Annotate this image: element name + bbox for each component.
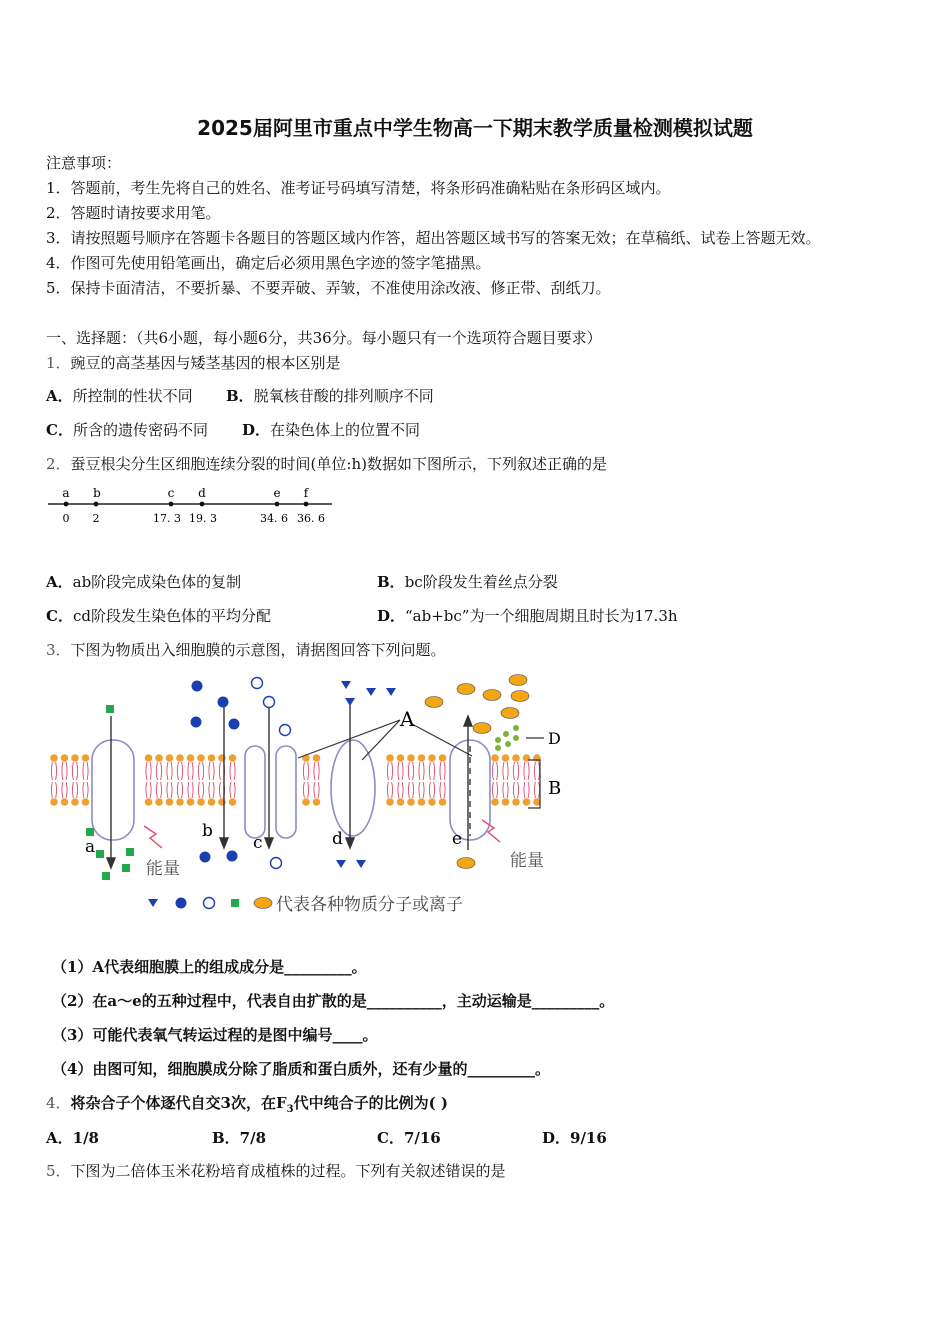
q1-option-b[interactable] bbox=[226, 385, 434, 406]
question-stem bbox=[70, 1094, 449, 1115]
option-label: A． bbox=[46, 387, 73, 405]
energy-label-1: 能量 bbox=[146, 859, 180, 879]
svg-text:d: d bbox=[198, 486, 206, 500]
carrier-protein-a bbox=[92, 740, 134, 840]
q2-option-c[interactable] bbox=[46, 605, 271, 626]
option-label: A． bbox=[46, 573, 73, 591]
timeline-point-a bbox=[62, 486, 69, 525]
question-4 bbox=[46, 1092, 448, 1115]
timeline-point-d bbox=[189, 486, 217, 525]
section-heading: 一、选择题：（共6小题，每小题6分，共36分。每小题只有一个选项符合题目要求） bbox=[46, 329, 602, 347]
legend-dot-icon bbox=[176, 898, 187, 909]
notice-item: 2．答题时请按要求用笔。 bbox=[46, 204, 221, 222]
q3-sub-3: （3）可能代表氧气转运过程的是图中编号____。 bbox=[52, 1026, 378, 1044]
label-a-pointers bbox=[298, 720, 472, 760]
process-d: d bbox=[332, 829, 343, 849]
q3-sub-4: （4）由图可知，细胞膜成分除了脂质和蛋白质外，还有少量的_________。 bbox=[52, 1060, 550, 1078]
membrane-transport-diagram bbox=[40, 668, 600, 920]
carrier-protein-d bbox=[331, 740, 375, 836]
option-text: 在染色体上的位置不同 bbox=[270, 421, 421, 439]
question-1 bbox=[46, 352, 341, 373]
svg-text:f: f bbox=[303, 486, 309, 500]
option-label: D． bbox=[377, 607, 406, 625]
option-text: bc阶段发生着丝点分裂 bbox=[404, 573, 558, 591]
q2-option-d[interactable] bbox=[377, 605, 678, 626]
legend-oval-icon bbox=[254, 898, 272, 909]
question-stem: 豌豆的高茎基因与矮茎基因的根本区别是 bbox=[70, 354, 341, 372]
notice-item: 1．答题前，考生先将自己的姓名、准考证号码填写清楚，将条形码准确粘贴在条形码区域内。 bbox=[46, 179, 671, 197]
q1-option-d[interactable] bbox=[242, 419, 420, 440]
svg-text:2: 2 bbox=[92, 512, 100, 525]
q4-option-c[interactable]: C．7/16 bbox=[377, 1129, 441, 1147]
process-a: a bbox=[85, 837, 96, 857]
q1-option-c[interactable] bbox=[46, 419, 208, 440]
process-c: c bbox=[253, 833, 263, 853]
label-d: D bbox=[548, 729, 561, 748]
question-number: 1． bbox=[46, 354, 71, 372]
process-b: b bbox=[202, 821, 213, 841]
legend-square-icon bbox=[231, 899, 239, 907]
option-label: C． bbox=[46, 421, 73, 439]
label-a: A bbox=[400, 707, 415, 731]
notice-item: 3．请按照题号顺序在答题卡各题目的答题区域内作答，超出答题区域书写的答案无效；在草稿纸、试卷上答题无效。 bbox=[46, 229, 821, 247]
glycoprotein-chain bbox=[495, 725, 519, 751]
timeline-point-f bbox=[297, 486, 325, 525]
svg-text:a: a bbox=[62, 486, 70, 500]
q4-option-d[interactable]: D．9/16 bbox=[542, 1129, 607, 1147]
option-text: 所控制的性状不同 bbox=[72, 387, 193, 405]
notice-item: 4．作图可先使用铅笔画出，确定后必须用黑色字迹的签字笔描黑。 bbox=[46, 254, 491, 272]
q3-sub-1: （1）A代表细胞膜上的组成成分是_________。 bbox=[52, 958, 367, 976]
option-text: 脱氧核苷酸的排列顺序不同 bbox=[253, 387, 434, 405]
option-text: 所含的遗传密码不同 bbox=[72, 421, 208, 439]
option-text: “ab+bc”为一个细胞周期且时长为17.3h bbox=[405, 607, 678, 625]
legend-ring-icon bbox=[204, 898, 215, 909]
question-stem: 下图为物质出入细胞膜的示意图，请据图回答下列问题。 bbox=[70, 641, 446, 659]
stem-part: 代中纯合子的比例为( ) bbox=[293, 1094, 449, 1112]
legend-triangle-icon bbox=[148, 899, 158, 907]
svg-text:b: b bbox=[93, 486, 101, 500]
timeline-point-c bbox=[153, 486, 181, 525]
question-number: 3． bbox=[46, 641, 71, 659]
notice-item: 5．保持卡面清洁，不要折暴、不要弄破、弄皱，不准使用涂改液、修正带、刮纸刀。 bbox=[46, 279, 611, 297]
option-text: ab阶段完成染色体的复制 bbox=[72, 573, 242, 591]
energy-label-2: 能量 bbox=[510, 851, 544, 871]
option-text: cd阶段发生染色体的平均分配 bbox=[72, 607, 271, 625]
option-label: B． bbox=[377, 573, 405, 591]
q4-option-b[interactable]: B．7/8 bbox=[212, 1129, 267, 1147]
channel-protein-c bbox=[245, 746, 296, 838]
stem-part: 将杂合子个体逐代自交3次，在F bbox=[70, 1094, 287, 1112]
label-b: B bbox=[548, 778, 562, 799]
timeline-point-e bbox=[260, 486, 288, 525]
q2-option-a[interactable] bbox=[46, 571, 241, 592]
svg-text:19. 3: 19. 3 bbox=[189, 512, 217, 525]
question-2 bbox=[46, 453, 607, 474]
svg-text:e: e bbox=[273, 486, 281, 500]
notice-heading: 注意事项： bbox=[46, 154, 122, 172]
q3-sub-2: （2）在a～e的五种过程中，代表自由扩散的是__________，主动运输是_________。 bbox=[52, 992, 615, 1010]
timeline-point-b bbox=[93, 486, 102, 525]
question-stem: 蚕豆根尖分生区细胞连续分裂的时间(单位:h)数据如下图所示，下列叙述正确的是 bbox=[70, 455, 607, 473]
option-label: D． bbox=[242, 421, 271, 439]
molecules-outside bbox=[106, 675, 529, 752]
question-number: 2． bbox=[46, 455, 71, 473]
cell-cycle-timeline bbox=[40, 482, 340, 532]
option-label: B． bbox=[226, 387, 254, 405]
svg-text:17. 3: 17. 3 bbox=[153, 512, 181, 525]
process-e: e bbox=[452, 829, 463, 849]
option-label: C． bbox=[46, 607, 73, 625]
q1-option-a[interactable] bbox=[46, 385, 193, 406]
svg-text:34. 6: 34. 6 bbox=[260, 512, 288, 525]
q4-option-a[interactable]: A．1/8 bbox=[46, 1129, 99, 1147]
question-number: 5． bbox=[46, 1162, 71, 1180]
question-stem: 下图为二倍体玉米花粉培育成植株的过程。下列有关叙述错误的是 bbox=[70, 1162, 506, 1180]
svg-text:0: 0 bbox=[62, 512, 70, 525]
q2-option-b[interactable] bbox=[377, 571, 558, 592]
stem-subscript: 3 bbox=[286, 1104, 294, 1115]
legend bbox=[148, 895, 463, 915]
svg-text:36. 6: 36. 6 bbox=[297, 512, 325, 525]
question-number: 4． bbox=[46, 1094, 71, 1112]
question-5 bbox=[46, 1160, 506, 1181]
page-title: 2025届阿里市重点中学生物高一下期末教学质量检测模拟试题 bbox=[197, 116, 753, 140]
question-3 bbox=[46, 639, 446, 660]
legend-text: 代表各种物质分子或离子 bbox=[276, 895, 463, 915]
svg-text:c: c bbox=[167, 486, 175, 500]
energy-bolt-icon bbox=[144, 826, 162, 848]
